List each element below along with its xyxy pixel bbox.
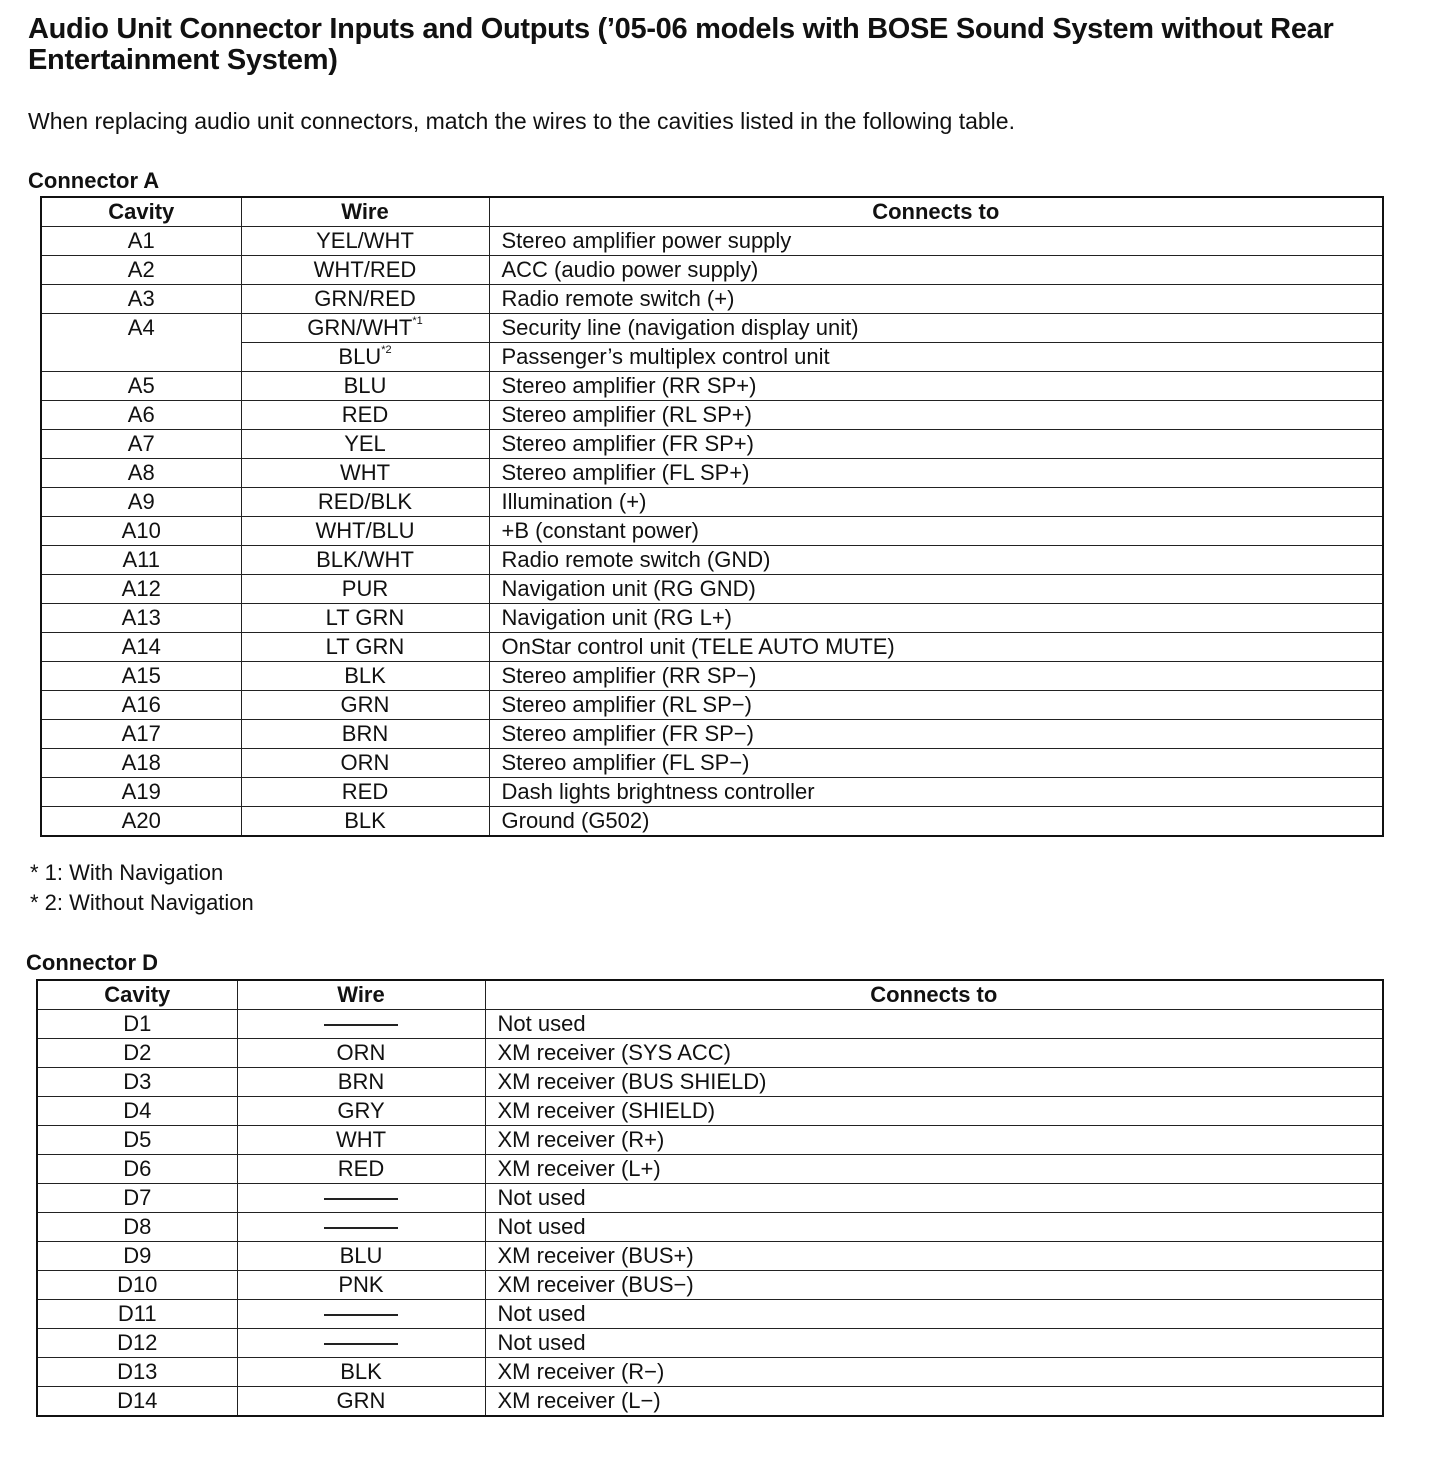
connects-to-cell: Radio remote switch (+) — [489, 285, 1383, 314]
connects-to-cell: XM receiver (BUS−) — [485, 1271, 1383, 1300]
cavity-cell: D6 — [37, 1155, 237, 1184]
table-row — [41, 343, 1383, 372]
no-wire-dash — [324, 1343, 398, 1345]
cavity-cell: D12 — [37, 1329, 237, 1358]
cavity-cell: A16 — [41, 691, 241, 720]
table-row — [41, 691, 1383, 720]
wire-cell — [241, 778, 489, 807]
connects-to-cell: Illumination (+) — [489, 488, 1383, 517]
connects-to-cell: XM receiver (R−) — [485, 1358, 1383, 1387]
connector-a-table — [40, 196, 1384, 837]
wire-cell — [241, 430, 489, 459]
connects-to-cell: Passenger’s multiplex control unit — [489, 343, 1383, 372]
table-row — [37, 1155, 1383, 1184]
cavity-cell: D3 — [37, 1068, 237, 1097]
connects-to-cell: ACC (audio power supply) — [489, 256, 1383, 285]
cavity-cell: A14 — [41, 633, 241, 662]
connects-to-cell: Stereo amplifier (RL SP−) — [489, 691, 1383, 720]
wire-label: RED — [337, 1156, 385, 1181]
table-row — [41, 633, 1383, 662]
wire-label: BRN — [337, 1069, 385, 1094]
table-row — [37, 1300, 1383, 1329]
wire-label: GRN — [340, 692, 390, 717]
table-row — [41, 401, 1383, 430]
connects-to-cell: Ground (G502) — [489, 807, 1383, 837]
wire-cell — [237, 1010, 485, 1039]
wire-cell — [237, 1155, 485, 1184]
cavity-cell: A10 — [41, 517, 241, 546]
wire-cell — [237, 1329, 485, 1358]
no-wire-dash — [324, 1024, 398, 1026]
wire-label: BLU — [343, 373, 387, 398]
connects-to-cell: XM receiver (BUS SHIELD) — [485, 1068, 1383, 1097]
table-row — [37, 1387, 1383, 1417]
header-wire: Wire — [241, 197, 489, 227]
wire-cell — [237, 1126, 485, 1155]
wire-cell — [241, 314, 489, 343]
wire-cell — [237, 1213, 485, 1242]
wire-label: PNK — [338, 1272, 384, 1297]
cavity-cell — [41, 343, 241, 372]
connects-to-cell: XM receiver (L+) — [485, 1155, 1383, 1184]
cavity-cell: A11 — [41, 546, 241, 575]
wire-cell — [237, 1387, 485, 1417]
table-row — [41, 575, 1383, 604]
wire-cell — [241, 401, 489, 430]
connector-d-caption: Connector D — [26, 950, 158, 975]
connects-to-cell: Stereo amplifier (RR SP+) — [489, 372, 1383, 401]
cavity-cell: A6 — [41, 401, 241, 430]
wire-cell — [241, 720, 489, 749]
intro-text: When replacing audio unit connectors, match the wires to the cavities listed in the following table. — [28, 108, 1015, 134]
table-row — [41, 778, 1383, 807]
wire-cell — [241, 546, 489, 575]
cavity-cell: D5 — [37, 1126, 237, 1155]
connects-to-cell: Not used — [485, 1329, 1383, 1358]
connects-to-cell: Not used — [485, 1184, 1383, 1213]
connects-to-cell: OnStar control unit (TELE AUTO MUTE) — [489, 633, 1383, 662]
table-row — [37, 1126, 1383, 1155]
wire-cell — [241, 459, 489, 488]
page-title: Audio Unit Connector Inputs and Outputs (’05-06 models with BOSE Sound System without Rear Entertainment System) — [28, 13, 1334, 76]
wire-cell — [237, 1097, 485, 1126]
header-cavity: Cavity — [37, 980, 237, 1010]
table-row — [37, 1068, 1383, 1097]
connects-to-cell: Navigation unit (RG L+) — [489, 604, 1383, 633]
wire-cell — [237, 1271, 485, 1300]
wire-cell — [241, 488, 489, 517]
wire-label: GRN/WHT — [307, 315, 413, 340]
connects-to-cell: XM receiver (SYS ACC) — [485, 1039, 1383, 1068]
wire-label: WHT — [335, 1127, 387, 1152]
table-row — [41, 604, 1383, 633]
connects-to-cell: Dash lights brightness controller — [489, 778, 1383, 807]
cavity-cell: A12 — [41, 575, 241, 604]
wire-cell — [241, 662, 489, 691]
cavity-cell: D7 — [37, 1184, 237, 1213]
wire-label: RED/BLK — [317, 489, 413, 514]
table-row — [41, 807, 1383, 837]
table-row — [41, 285, 1383, 314]
cavity-cell: D10 — [37, 1271, 237, 1300]
table-row — [41, 488, 1383, 517]
footnote-1: * 1: With Navigation — [30, 860, 224, 885]
wire-cell — [237, 1300, 485, 1329]
wire-cell — [241, 227, 489, 256]
wire-label: YEL — [344, 431, 386, 456]
footnote-marker: *1 — [412, 315, 423, 327]
connects-to-cell: Stereo amplifier power supply — [489, 227, 1383, 256]
connects-to-cell: Security line (navigation display unit) — [489, 314, 1383, 343]
table-row — [37, 1358, 1383, 1387]
connects-to-cell: +B (constant power) — [489, 517, 1383, 546]
table-row — [37, 1097, 1383, 1126]
header-wire: Wire — [237, 980, 485, 1010]
cavity-cell: D9 — [37, 1242, 237, 1271]
cavity-cell: A15 — [41, 662, 241, 691]
wire-label: BLK — [344, 808, 386, 833]
cavity-cell: D14 — [37, 1387, 237, 1417]
connects-to-cell: XM receiver (BUS+) — [485, 1242, 1383, 1271]
table-row — [37, 1329, 1383, 1358]
no-wire-dash — [324, 1314, 398, 1316]
wire-cell — [241, 256, 489, 285]
wire-label: BLU — [338, 344, 382, 369]
connects-to-cell: Stereo amplifier (RR SP−) — [489, 662, 1383, 691]
table-row — [41, 546, 1383, 575]
wire-cell — [241, 633, 489, 662]
table-row — [41, 517, 1383, 546]
table-row — [41, 227, 1383, 256]
wire-cell — [241, 517, 489, 546]
wire-label: ORN — [340, 750, 390, 775]
wire-label: BLK — [344, 663, 386, 688]
cavity-cell: A4 — [41, 314, 241, 343]
wire-label: GRN — [336, 1388, 386, 1413]
cavity-cell: D13 — [37, 1358, 237, 1387]
connects-to-cell: Stereo amplifier (FL SP+) — [489, 459, 1383, 488]
wire-cell — [241, 343, 489, 372]
wire-cell — [241, 285, 489, 314]
wire-label: LT GRN — [325, 605, 405, 630]
cavity-cell: A20 — [41, 807, 241, 837]
cavity-cell: A18 — [41, 749, 241, 778]
cavity-cell: A5 — [41, 372, 241, 401]
table-row — [41, 749, 1383, 778]
connects-to-cell: XM receiver (SHIELD) — [485, 1097, 1383, 1126]
wire-label: WHT/BLU — [315, 518, 415, 543]
connects-to-cell: XM receiver (R+) — [485, 1126, 1383, 1155]
connects-to-cell: Stereo amplifier (FR SP+) — [489, 430, 1383, 459]
wire-label: ORN — [336, 1040, 386, 1065]
wire-label: BRN — [341, 721, 389, 746]
wire-cell — [237, 1242, 485, 1271]
wire-label: WHT/RED — [313, 257, 417, 282]
wire-label: GRY — [337, 1098, 385, 1123]
table-row — [41, 314, 1383, 343]
cavity-cell: A2 — [41, 256, 241, 285]
cavity-cell: D1 — [37, 1010, 237, 1039]
cavity-cell: D8 — [37, 1213, 237, 1242]
wire-label: GRN/RED — [314, 286, 416, 311]
wire-cell — [241, 604, 489, 633]
connector-d-table — [36, 979, 1384, 1417]
wire-cell — [241, 749, 489, 778]
table-row — [37, 1184, 1383, 1213]
table-row — [41, 372, 1383, 401]
connects-to-cell: Stereo amplifier (FL SP−) — [489, 749, 1383, 778]
cavity-cell: A17 — [41, 720, 241, 749]
connects-to-cell: Not used — [485, 1010, 1383, 1039]
wire-label: BLK/WHT — [316, 547, 414, 572]
table-header-row — [41, 197, 1383, 227]
table-row — [41, 720, 1383, 749]
connects-to-cell: XM receiver (L−) — [485, 1387, 1383, 1417]
footnote-2: * 2: Without Navigation — [30, 890, 254, 915]
connects-to-cell: Stereo amplifier (RL SP+) — [489, 401, 1383, 430]
wire-cell — [241, 575, 489, 604]
connects-to-cell: Stereo amplifier (FR SP−) — [489, 720, 1383, 749]
header-connects-to: Connects to — [489, 197, 1383, 227]
cavity-cell: A9 — [41, 488, 241, 517]
table-row — [37, 1010, 1383, 1039]
connects-to-cell: Not used — [485, 1300, 1383, 1329]
wire-cell — [241, 372, 489, 401]
header-cavity: Cavity — [41, 197, 241, 227]
wire-label: RED — [341, 779, 389, 804]
cavity-cell: A13 — [41, 604, 241, 633]
cavity-cell: A1 — [41, 227, 241, 256]
connects-to-cell: Navigation unit (RG GND) — [489, 575, 1383, 604]
table-row — [37, 1242, 1383, 1271]
wire-cell — [237, 1358, 485, 1387]
cavity-cell: A3 — [41, 285, 241, 314]
footnote-marker: *2 — [381, 344, 392, 356]
connects-to-cell: Radio remote switch (GND) — [489, 546, 1383, 575]
header-connects-to: Connects to — [485, 980, 1383, 1010]
wire-label: WHT — [339, 460, 391, 485]
cavity-cell: A7 — [41, 430, 241, 459]
wire-label: YEL/WHT — [316, 228, 414, 253]
wire-label: BLK — [340, 1359, 382, 1384]
wire-cell — [237, 1039, 485, 1068]
wire-cell — [241, 691, 489, 720]
wire-cell — [237, 1184, 485, 1213]
table-row — [41, 662, 1383, 691]
cavity-cell: D4 — [37, 1097, 237, 1126]
connects-to-cell: Not used — [485, 1213, 1383, 1242]
table-header-row — [37, 980, 1383, 1010]
cavity-cell: D2 — [37, 1039, 237, 1068]
no-wire-dash — [324, 1198, 398, 1200]
table-row — [37, 1271, 1383, 1300]
connector-a-caption: Connector A — [28, 168, 160, 193]
table-row — [41, 256, 1383, 285]
wire-label: PUR — [341, 576, 389, 601]
wire-label: LT GRN — [325, 634, 405, 659]
table-row — [37, 1213, 1383, 1242]
table-row — [41, 459, 1383, 488]
cavity-cell: D11 — [37, 1300, 237, 1329]
cavity-cell: A19 — [41, 778, 241, 807]
cavity-cell: A8 — [41, 459, 241, 488]
wire-cell — [237, 1068, 485, 1097]
wire-label: BLU — [339, 1243, 383, 1268]
table-row — [37, 1039, 1383, 1068]
table-row — [41, 430, 1383, 459]
no-wire-dash — [324, 1227, 398, 1229]
wire-label: RED — [341, 402, 389, 427]
wire-cell — [241, 807, 489, 837]
